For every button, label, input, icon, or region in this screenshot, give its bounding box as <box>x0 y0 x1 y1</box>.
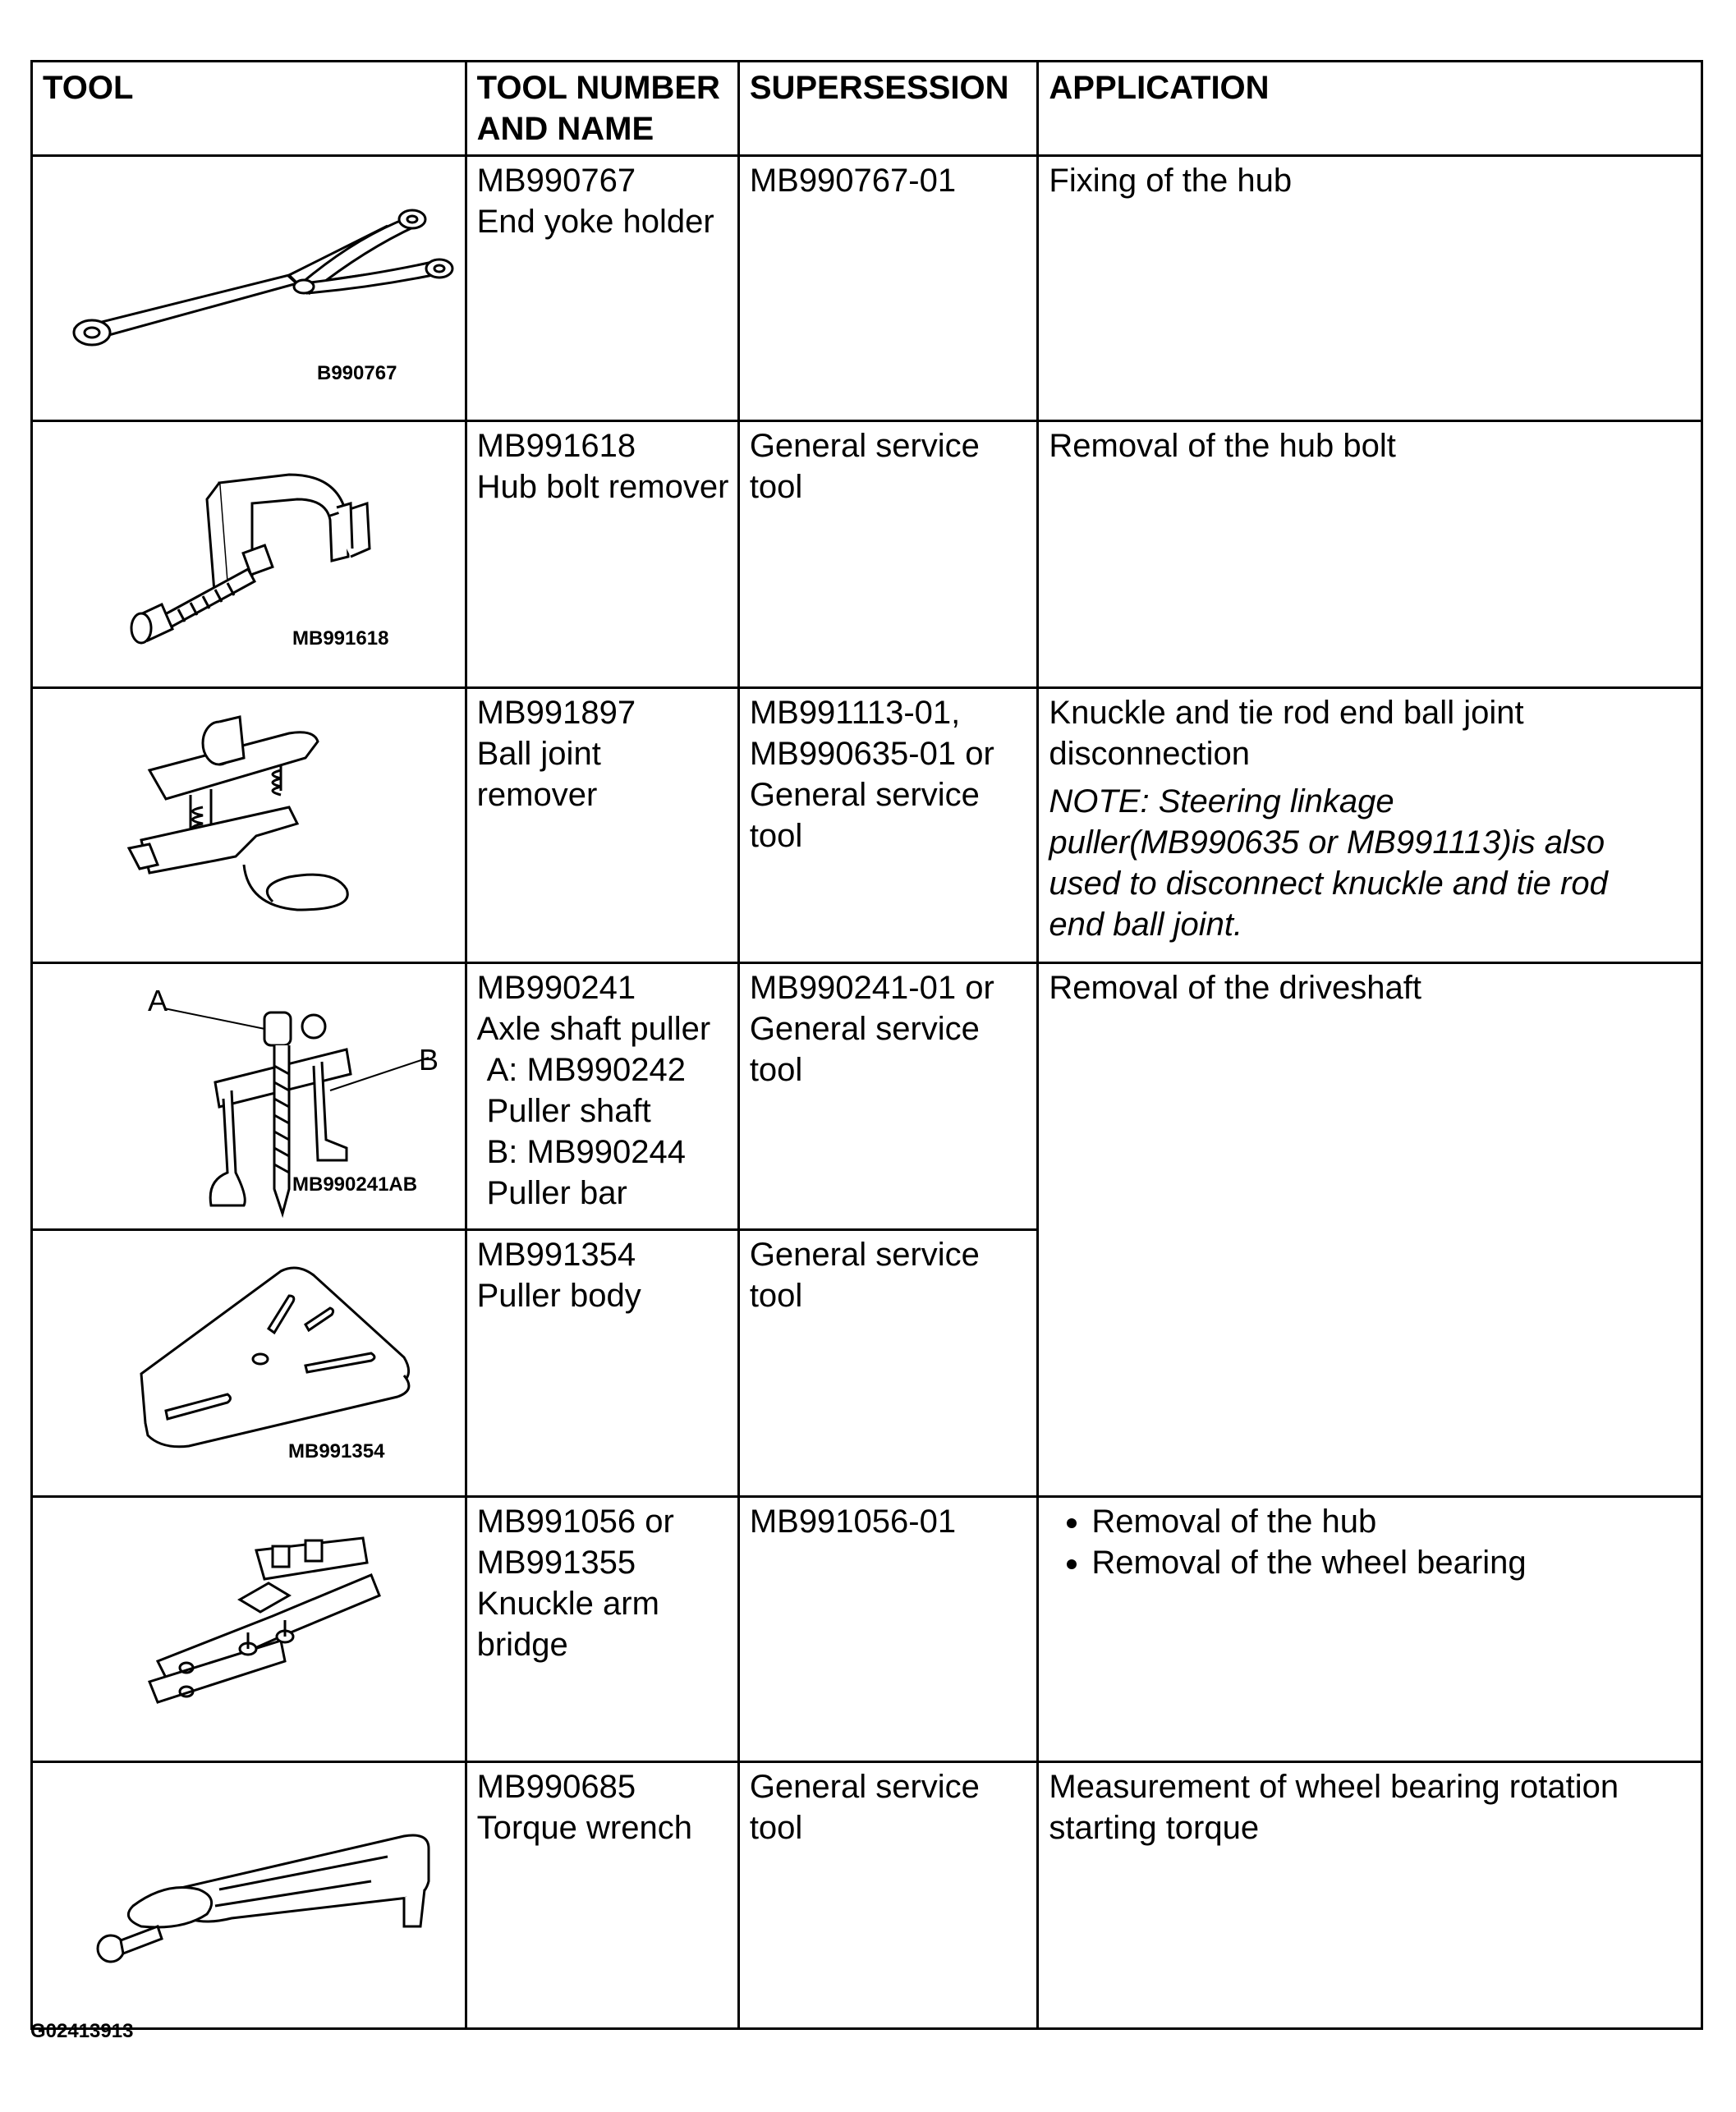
supersession-cell: MB990241-01 or General service tool <box>738 963 1038 1230</box>
tool-image-cell <box>32 1762 466 2029</box>
tool-image-cell <box>32 421 466 688</box>
tool-number-cell: MB990685 Torque wrench <box>466 1762 738 2029</box>
tool-image-cell <box>32 156 466 421</box>
application-bullet-list <box>1049 1501 1691 1583</box>
knuckle-arm-bridge-icon <box>43 1501 458 1757</box>
application-cell: Removal of the hub bolt <box>1038 421 1702 688</box>
header-tool-number: TOOL NUMBER AND NAME <box>466 62 738 156</box>
tool-number-cell: MB991618 Hub bolt remover <box>466 421 738 688</box>
tool-image-cell <box>32 1497 466 1762</box>
table-row <box>32 1497 1702 1762</box>
application-cell: Measurement of wheel bearing rotation starting torque <box>1038 1762 1702 2029</box>
callout-a: A <box>148 984 168 1017</box>
ball-joint-remover-icon <box>43 692 458 958</box>
figure-label: B990767 <box>317 362 397 384</box>
application-cell <box>1038 1497 1702 1762</box>
callout-b: B <box>419 1043 439 1077</box>
table-row <box>32 421 1702 688</box>
torque-wrench-icon <box>43 1766 458 2024</box>
figure-label: MB991618 <box>292 627 389 650</box>
supersession-cell: MB991113-01, MB990635-01 or General service tool <box>738 688 1038 963</box>
application-cell: Knuckle and tie rod end ball joint disconnection NOTE: Steering linkage puller(MB990635 or MB991113)is also used to disconnect knuckle and tie rod end ball joint. <box>1038 688 1702 963</box>
application-cell: Removal of the driveshaft <box>1038 963 1702 1497</box>
supersession-cell: General service tool <box>738 421 1038 688</box>
special-tools-table <box>30 60 1703 2030</box>
puller-body-icon <box>43 1234 458 1492</box>
list-item: • Removal of the hub <box>1091 1501 1691 1542</box>
figure-label: MB990241AB <box>292 1173 418 1196</box>
supersession-cell: MB990767-01 <box>738 156 1038 421</box>
supersession-cell: General service tool <box>738 1762 1038 2029</box>
application-cell: Fixing of the hub <box>1038 156 1702 421</box>
supersession-cell: MB991056-01 <box>738 1497 1038 1762</box>
tool-number-cell: MB991056 or MB991355 Knuckle arm bridge <box>466 1497 738 1762</box>
header-application: APPLICATION <box>1038 62 1702 156</box>
tool-number-cell: MB991354 Puller body <box>466 1230 738 1497</box>
table-row <box>32 1762 1702 2029</box>
table-row <box>32 156 1702 421</box>
tool-number-cell: MB990241 Axle shaft puller A: MB990242 Puller shaft B: MB990244 Puller bar <box>466 963 738 1230</box>
tool-image-cell <box>32 1230 466 1497</box>
supersession-cell: General service tool <box>738 1230 1038 1497</box>
figure-id: G02413913 <box>30 2020 134 2042</box>
list-item: • Removal of the wheel bearing <box>1091 1542 1691 1583</box>
table-row <box>32 963 1702 1230</box>
tool-image-cell <box>32 688 466 963</box>
note-text: NOTE: Steering linkage puller(MB990635 or MB991113)is also used to disconnect knuckle and tie rod end ball joint. <box>1049 783 1608 943</box>
tool-number-cell: MB990767 End yoke holder <box>466 156 738 421</box>
figure-label: MB991354 <box>288 1440 385 1462</box>
header-tool: TOOL <box>32 62 466 156</box>
tool-number-cell: MB991897 Ball joint remover <box>466 688 738 963</box>
hub-bolt-remover-icon <box>43 425 458 683</box>
tool-image-cell <box>32 963 466 1230</box>
header-row <box>32 62 1702 156</box>
table-row <box>32 688 1702 963</box>
header-supersession: SUPERSESSION <box>738 62 1038 156</box>
